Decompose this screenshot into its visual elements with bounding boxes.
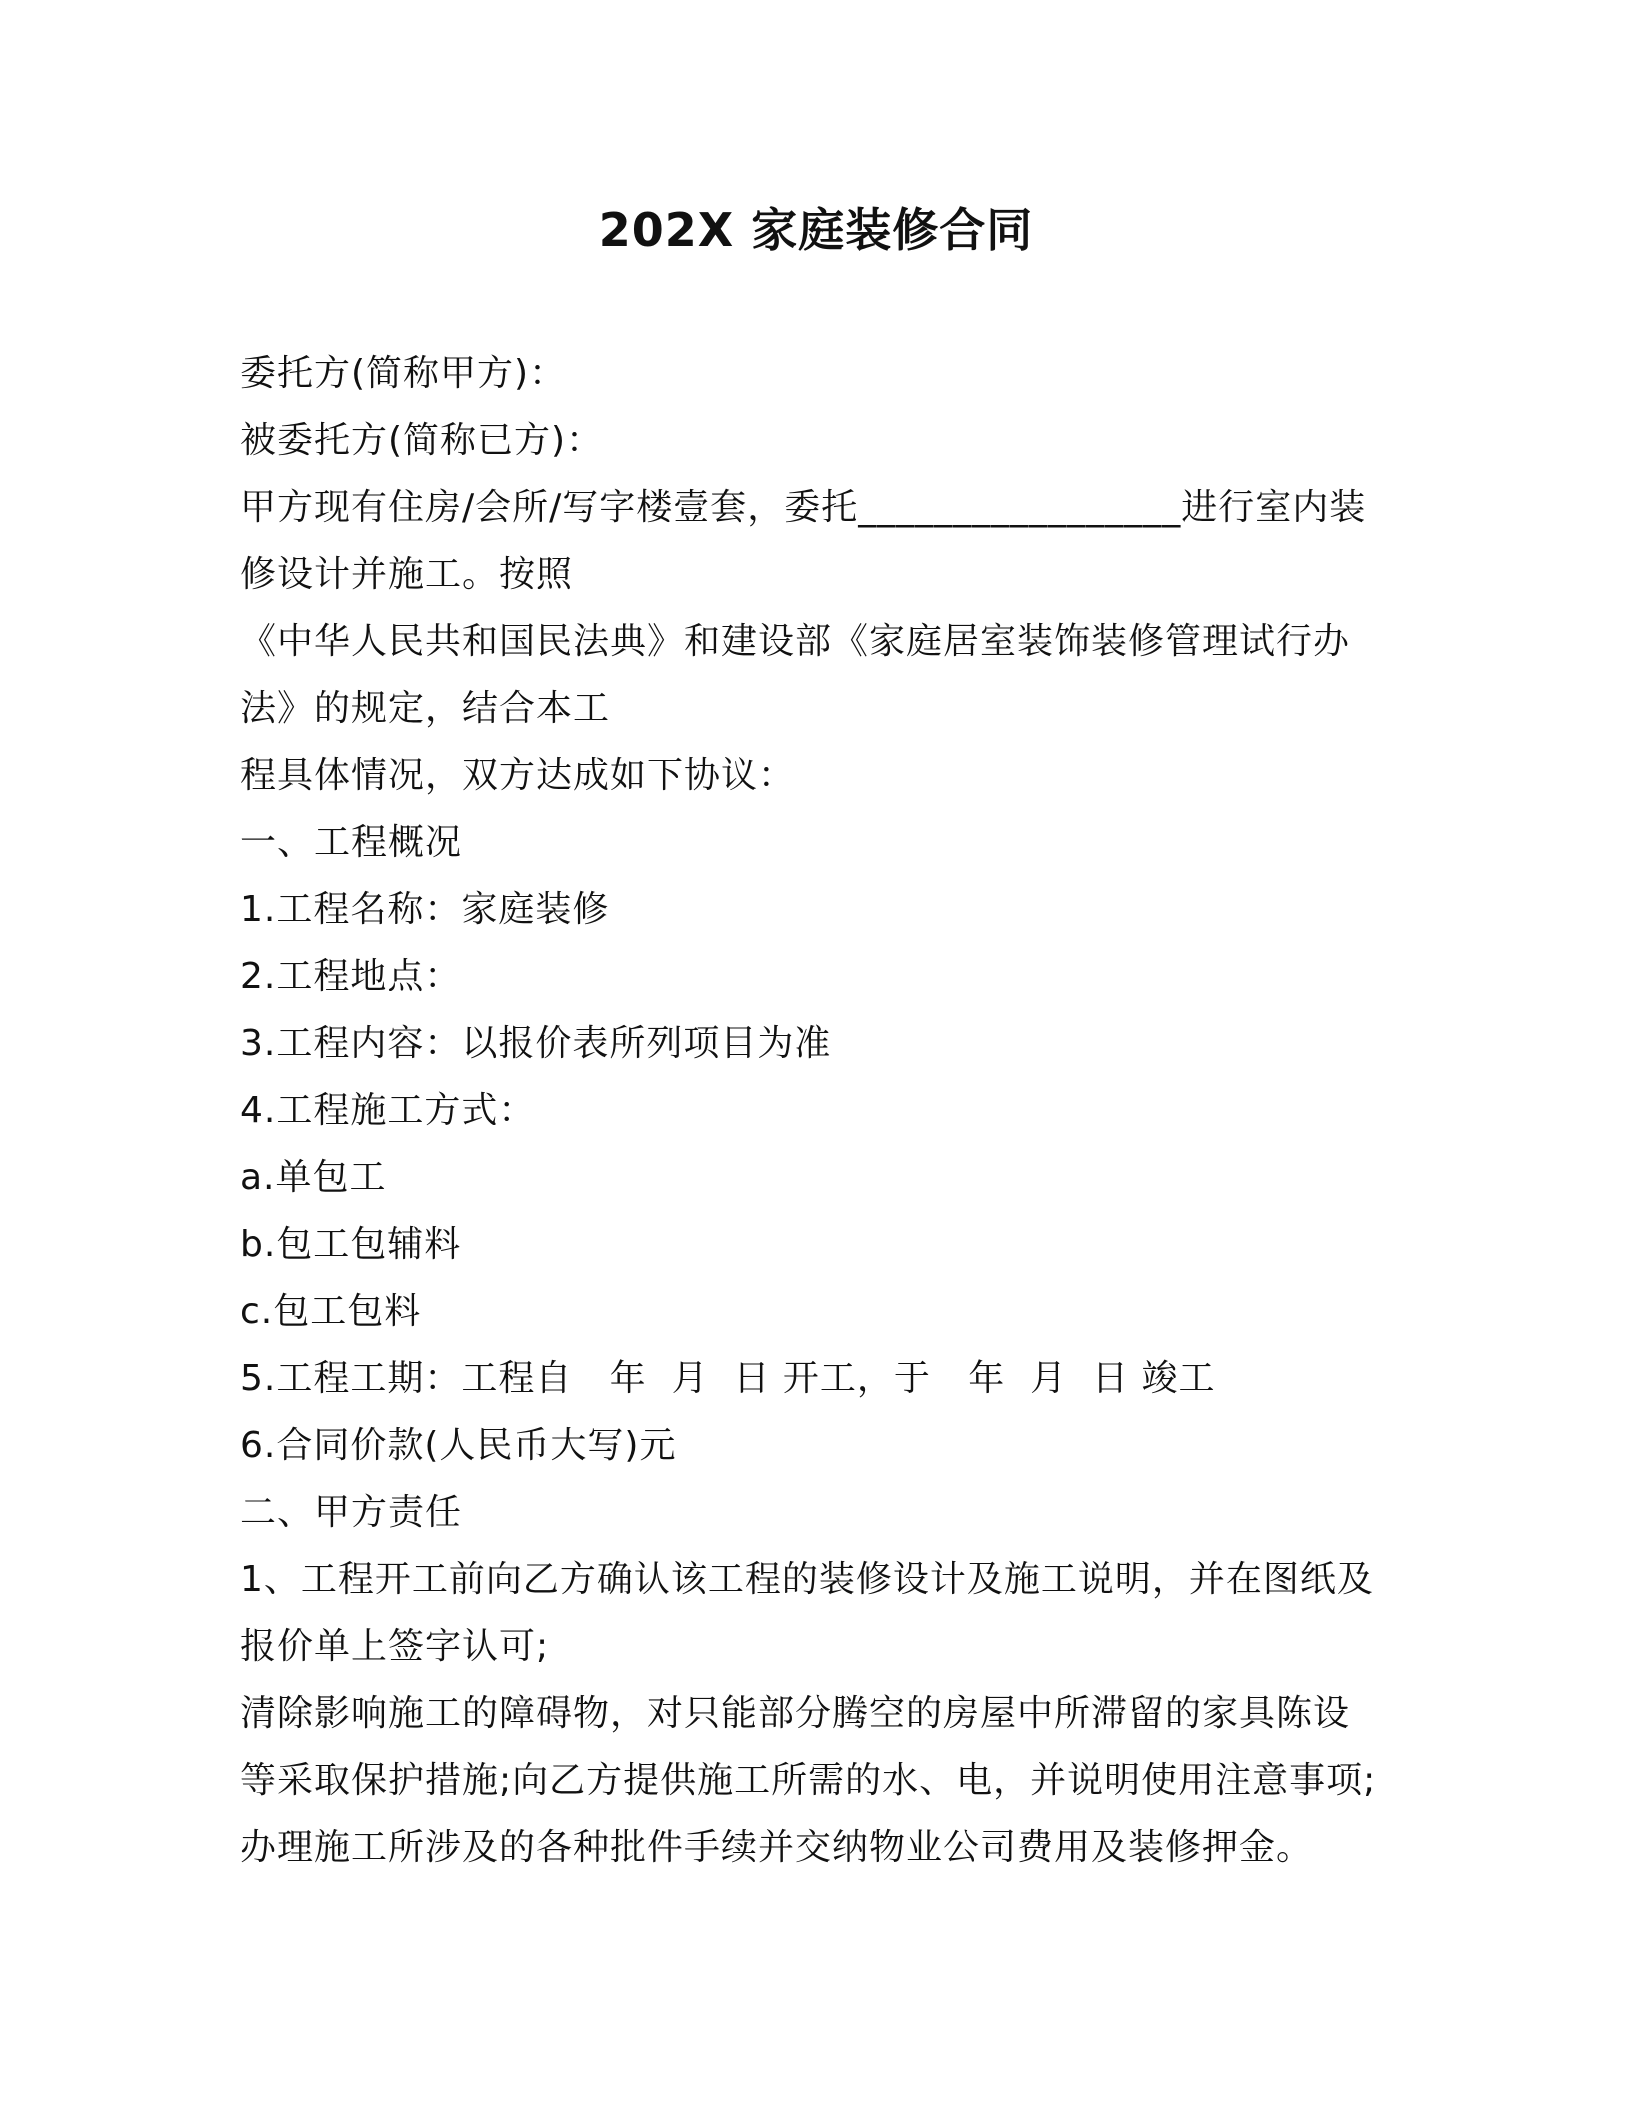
paragraph-line: 修设计并施工。按照 bbox=[240, 554, 574, 595]
list-item: 6.合同价款(人民币大写)元 bbox=[240, 1425, 677, 1466]
document-title: 202X 家庭装修合同 bbox=[598, 203, 1034, 257]
list-item: 2.工程地点： bbox=[240, 956, 462, 997]
paragraph-line: 等采取保护措施;向乙方提供施工所需的水、电，并说明使用注意事项; bbox=[240, 1760, 1377, 1801]
clause-contractor: 被委托方(简称已方)： bbox=[240, 420, 604, 461]
paragraph-line: 《中华人民共和国民法典》和建设部《家庭居室装饰装修管理试行办 bbox=[240, 621, 1351, 662]
clause-client: 委托方(简称甲方)： bbox=[240, 353, 567, 394]
section-heading-party-a: 二、甲方责任 bbox=[240, 1492, 463, 1533]
paragraph-line: 程具体情况，双方达成如下协议： bbox=[240, 755, 796, 796]
paragraph-line: 1、工程开工前向乙方确认该工程的装修设计及施工说明，并在图纸及 bbox=[240, 1559, 1374, 1600]
list-item: 1.工程名称：家庭装修 bbox=[240, 889, 610, 930]
list-item: 5.工程工期：工程自 年 月 日 开工，于 年 月 日 竣工 bbox=[240, 1358, 1216, 1399]
paragraph-line: 甲方现有住房/会所/写字楼壹套，委托_________________进行室内装 bbox=[240, 487, 1367, 528]
paragraph-line: 办理施工所涉及的各种批件手续并交纳物业公司费用及装修押金。 bbox=[240, 1827, 1314, 1868]
section-heading-overview: 一、工程概况 bbox=[240, 822, 463, 863]
list-item: 3.工程内容：以报价表所列项目为准 bbox=[240, 1023, 832, 1064]
document-body bbox=[240, 340, 1400, 1881]
list-item: 4.工程施工方式： bbox=[240, 1090, 536, 1131]
paragraph-line: 清除影响施工的障碍物，对只能部分腾空的房屋中所滞留的家具陈设 bbox=[240, 1693, 1351, 1734]
paragraph-line: 报价单上签字认可; bbox=[240, 1626, 550, 1667]
list-item: c.包工包料 bbox=[240, 1291, 422, 1332]
list-item: a.单包工 bbox=[240, 1157, 387, 1198]
paragraph-line: 法》的规定，结合本工 bbox=[240, 688, 611, 729]
list-item: b.包工包辅料 bbox=[240, 1224, 462, 1265]
